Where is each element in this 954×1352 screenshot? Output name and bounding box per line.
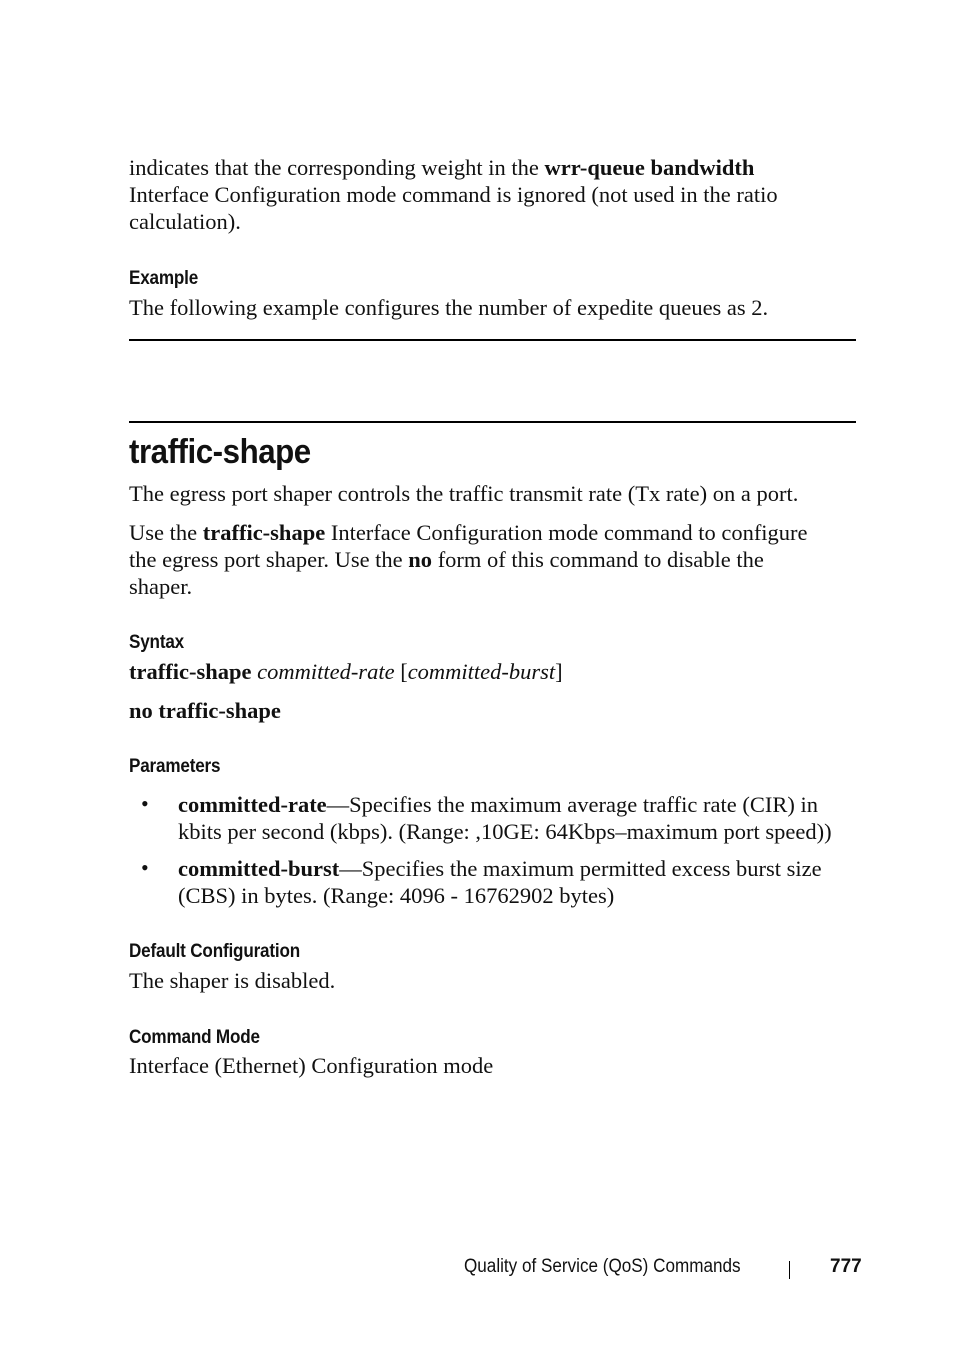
section-title: traffic-shape (129, 433, 311, 471)
section-description-wrap (129, 480, 859, 507)
default-config-heading-wrap (129, 941, 859, 963)
usage-line1-pre: Use the (129, 520, 203, 545)
default-config-text-wrap (129, 967, 859, 994)
syntax-heading-wrap (129, 632, 859, 654)
intro-command-wrr-queue: wrr-queue bandwidth (544, 155, 755, 180)
default-config-heading: Default Configuration (129, 941, 301, 962)
command-mode-text-wrap (129, 1052, 859, 1079)
syntax-arg-committed-rate: committed-rate (257, 659, 395, 684)
syntax-bracket-open: [ (394, 659, 408, 684)
parameter-desc-line2: kbits per second (kbps). (Range: ,10GE: 64Kbps–maximum port speed)) (178, 819, 832, 844)
usage-command-name: traffic-shape (202, 520, 326, 545)
syntax-heading: Syntax (129, 632, 184, 653)
example-heading-wrap (129, 268, 859, 290)
usage-line3: shaper. (129, 574, 193, 599)
intro-paragraph (129, 154, 859, 235)
parameter-bullet: • (141, 855, 149, 880)
parameter-item-committed-burst (178, 855, 868, 909)
intro-line1-text: indicates that the corresponding weight in the (129, 155, 545, 180)
intro-line2-text: Interface Configuration mode command is ignored (not used in the ratio (129, 182, 778, 207)
page-number: 777 (830, 1256, 862, 1277)
syntax-command: traffic-shape (129, 659, 252, 684)
parameter-name: committed-rate (178, 792, 327, 817)
usage-line2-pre: the egress port shaper. Use the (129, 547, 409, 572)
syntax-no-command-wrap (129, 697, 859, 724)
footer-separator (789, 1261, 790, 1279)
section-description: The egress port shaper controls the traffic transmit rate (Tx rate) on a port. (129, 481, 799, 506)
footer-chapter-title: Quality of Service (QoS) Commands (464, 1256, 741, 1277)
example-heading: Example (129, 268, 199, 289)
parameter-desc-line1: —Specifies the maximum average traffic rate (CIR) in (326, 792, 818, 817)
parameters-heading: Parameters (129, 756, 221, 777)
section-divider-bottom (129, 339, 856, 341)
syntax-bracket-close: ] (555, 659, 563, 684)
parameter-desc-line2: (CBS) in bytes. (Range: 4096 - 16762902 bytes) (178, 883, 615, 908)
section-divider-top (129, 421, 856, 423)
example-text-wrap (129, 294, 859, 321)
command-mode-text: Interface (Ethernet) Configuration mode (129, 1053, 494, 1078)
syntax-command-line (129, 658, 859, 685)
command-mode-heading-wrap (129, 1027, 859, 1049)
default-config-text: The shaper is disabled. (129, 968, 336, 993)
usage-line1-post: Interface Configuration mode command to configure (325, 520, 808, 545)
syntax-arg-committed-burst: committed-burst (407, 659, 556, 684)
parameter-desc-line1: —Specifies the maximum permitted excess burst size (339, 856, 822, 881)
parameters-heading-wrap (129, 756, 859, 778)
syntax-no-command: no traffic-shape (129, 698, 281, 723)
parameter-item-committed-rate (178, 791, 868, 845)
command-mode-heading: Command Mode (129, 1027, 260, 1048)
usage-paragraph (129, 519, 859, 600)
usage-line2-post: form of this command to disable the (432, 547, 764, 572)
intro-line3-text: calculation). (129, 209, 241, 234)
section-title-wrap (129, 433, 859, 472)
parameter-name: committed-burst (178, 856, 340, 881)
example-text: The following example configures the number of expedite queues as 2. (129, 295, 769, 320)
parameter-bullet: • (141, 791, 149, 816)
usage-no-keyword: no (408, 547, 433, 572)
